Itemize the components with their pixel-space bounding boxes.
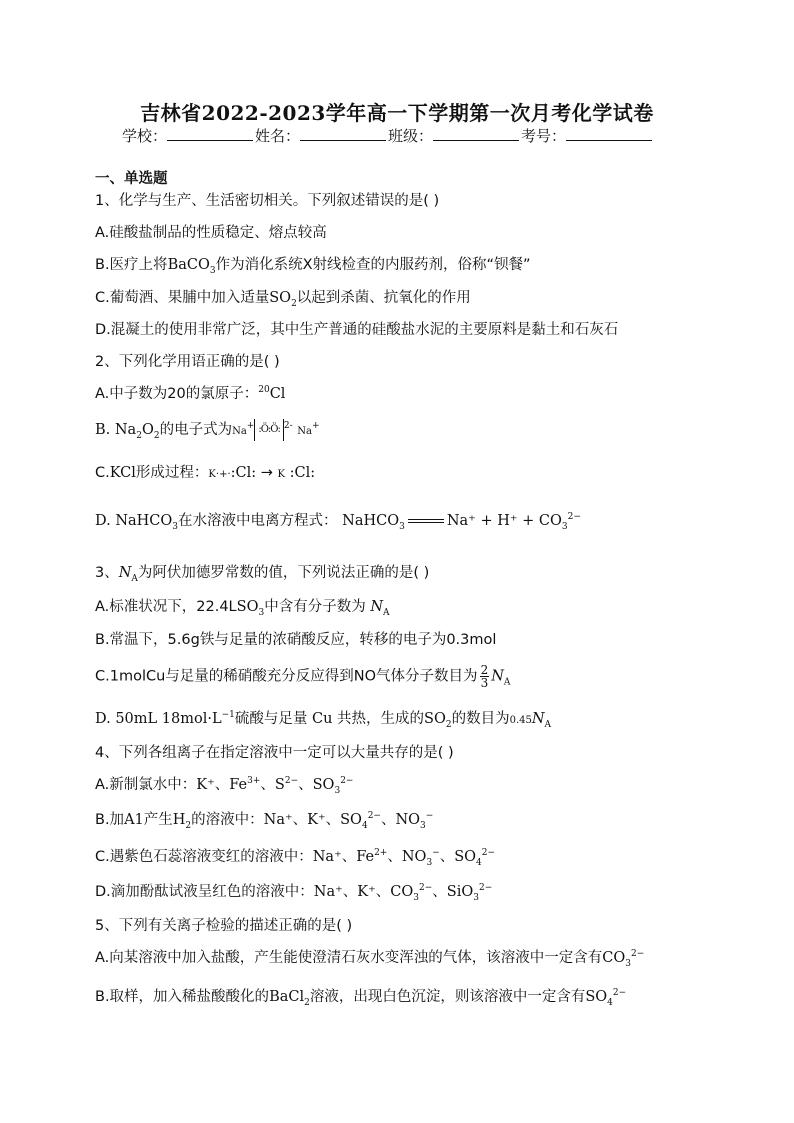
q3-option-b: B.常温下，5.6g铁与足量的浓硝酸反应，转移的电子为0.3mol bbox=[95, 632, 497, 648]
q2-c-left: K·+· bbox=[208, 469, 231, 480]
q2-d-lhs-sub: 3 bbox=[399, 521, 405, 532]
q3-d-mid2: 共热，生成的 bbox=[337, 711, 425, 727]
q4-a-mid2: 、SO bbox=[298, 777, 335, 793]
q5-b-pre: B.取样，加入稀盐酸酸化的 bbox=[95, 989, 270, 1005]
q2-a-element: Cl bbox=[269, 386, 286, 402]
q2-b-na-left: Na bbox=[232, 426, 247, 437]
q3-d-na: N bbox=[531, 711, 545, 727]
q3-na-sub: A bbox=[131, 573, 138, 584]
q3-c-numerator: 2 bbox=[480, 663, 489, 677]
q5-a-pre: A.向某溶液中加入盐酸，产生能使澄清石灰水变浑浊的气体，该溶液中一定含有 bbox=[95, 950, 603, 966]
q4-stem: 4、下列各组离子在指定溶液中一定可以大量共存的是( ) bbox=[95, 745, 454, 761]
q4-c-no: 、NO bbox=[387, 849, 427, 865]
q5-option-b bbox=[95, 985, 626, 1008]
q4-d-si: 、SiO bbox=[432, 884, 474, 900]
q2-c-post: 形成过程： bbox=[135, 465, 209, 481]
q2-b-bracket bbox=[254, 419, 284, 441]
q3-option-c bbox=[95, 664, 510, 689]
q1-b-post: 作为消化系统X射线检查的内服药剂，俗称“钡餐” bbox=[215, 257, 531, 273]
q3-d-cu: Cu bbox=[311, 711, 333, 727]
q3-d-sup: −1 bbox=[221, 710, 235, 721]
q2-c-pre: C. bbox=[95, 465, 110, 481]
q4-b-pre: B.加 bbox=[95, 812, 125, 828]
q2-option-d bbox=[95, 509, 581, 532]
q4-b-al: A1 bbox=[124, 812, 144, 828]
q5-b-ba-sub: 2 bbox=[304, 997, 310, 1008]
section-heading: 一、单选题 bbox=[95, 171, 168, 187]
q4-c-no-sup: − bbox=[432, 848, 440, 859]
q4-c-ions: Na⁺、Fe bbox=[312, 849, 375, 865]
q4-option-b bbox=[95, 808, 433, 831]
q2-b-electron-dots: :Ö:Ö: bbox=[258, 424, 280, 435]
q3-d-so: SO bbox=[424, 711, 446, 727]
q2-d-rhs-sub: 3 bbox=[561, 521, 568, 532]
name-blank[interactable] bbox=[300, 126, 386, 141]
q2-b-sub1: 2 bbox=[136, 430, 142, 441]
q3-d-mid: 硫酸与足量 bbox=[234, 711, 308, 727]
q2-option-b bbox=[95, 418, 320, 441]
q2-b-post: 的电子式为 bbox=[159, 422, 233, 438]
q1-option-d: D.混凝土的使用非常广泛，其中生产普通的硅酸盐水泥的主要原料是黏土和石灰石 bbox=[95, 322, 619, 338]
q2-b-charge: 2- bbox=[283, 421, 293, 432]
q1-option-b bbox=[95, 253, 531, 276]
q5-b-so-sup: 2− bbox=[612, 988, 627, 999]
q5-a-co: CO bbox=[602, 950, 626, 966]
number-label: 考号： bbox=[521, 127, 567, 145]
q4-option-a bbox=[95, 773, 353, 796]
q3-option-d bbox=[95, 707, 551, 730]
q3-c-pre: C.1molCu与足量的稀硝酸充分反应得到NO气体分子数目为 bbox=[95, 668, 478, 685]
q3-d-pre: D. 50mL 18mol·L bbox=[95, 711, 222, 727]
q2-c-cl2: Cl bbox=[294, 465, 311, 481]
q4-d-si-sub: 3 bbox=[473, 892, 479, 903]
q5-stem: 5、下列有关离子检验的描述正确的是( ) bbox=[95, 918, 353, 934]
q2-c-formula: KCl bbox=[109, 465, 136, 481]
q1-c-post: 以起到杀菌、抗氧化的作用 bbox=[296, 290, 471, 306]
q1-c-formula: SO bbox=[269, 290, 292, 306]
q2-c-right: K bbox=[277, 469, 286, 480]
q4-b-no-sup: − bbox=[425, 811, 434, 822]
q3-d-value: 0.45 bbox=[509, 715, 532, 726]
q4-b-no-sub: 3 bbox=[420, 820, 426, 831]
q2-b-plus-left: + bbox=[246, 421, 255, 432]
q3-a-formula: SO bbox=[236, 599, 259, 615]
q2-b-sub2: 2 bbox=[153, 430, 160, 441]
q4-c-no-sub: 3 bbox=[426, 857, 433, 868]
q4-option-c bbox=[95, 845, 495, 868]
q4-b-post: 的溶液中： bbox=[191, 812, 264, 828]
q5-b-so-sub: 4 bbox=[607, 997, 613, 1008]
q5-option-a bbox=[95, 946, 644, 969]
class-label: 班级： bbox=[388, 127, 434, 145]
q4-a-mid: 、S bbox=[260, 777, 285, 793]
q3-d-so-sub: 2 bbox=[445, 719, 452, 730]
q3-c-na: N bbox=[491, 668, 504, 685]
school-label: 学校： bbox=[122, 127, 168, 145]
q5-a-co-sub: 3 bbox=[625, 958, 631, 969]
q4-b-so-sup: 2− bbox=[367, 811, 381, 822]
q4-d-co-sub: 3 bbox=[413, 892, 419, 903]
q3-stem-post: 为阿伏加德罗常数的值，下列说法正确的是( ) bbox=[137, 565, 430, 581]
q1-b-pre: B.医疗上将 bbox=[95, 257, 168, 273]
q2-d-mid: 在水溶液中电离方程式： bbox=[178, 513, 338, 529]
q2-d-rhs-sup: 2− bbox=[567, 512, 581, 523]
q3-a-na: N bbox=[370, 599, 383, 615]
q5-a-co-sup: 2− bbox=[631, 949, 645, 960]
q2-c-colon3: : bbox=[289, 465, 295, 481]
q4-c-so-sup: 2− bbox=[481, 848, 496, 859]
q2-d-rhs: Na⁺ + H⁺ + CO bbox=[446, 513, 562, 529]
q2-d-equals-sign bbox=[408, 519, 444, 523]
q2-d-sub: 3 bbox=[172, 521, 179, 532]
q4-d-co-sup: 2− bbox=[418, 883, 433, 894]
q1-b-formula: BaCO bbox=[167, 257, 210, 273]
q4-d-ions: Na⁺、K⁺、CO bbox=[313, 884, 414, 900]
q3-stem-pre: 3、 bbox=[95, 565, 119, 581]
q2-c-colon1: : bbox=[230, 465, 236, 481]
q1-b-sub: 3 bbox=[209, 265, 216, 276]
q4-b-h: H bbox=[172, 812, 186, 828]
q2-c-colon2: : bbox=[251, 465, 257, 481]
q1-c-sub: 2 bbox=[291, 298, 297, 309]
q4-a-pre: A.新制氯水中： bbox=[95, 777, 197, 793]
q4-c-so: 、SO bbox=[439, 849, 477, 865]
q3-c-na-sub: A bbox=[503, 677, 511, 688]
q2-c-colon4: : bbox=[310, 465, 316, 481]
q4-a-so-sub: 3 bbox=[334, 785, 341, 796]
q4-option-d bbox=[95, 880, 492, 903]
q4-a-fe-sup: 3+ bbox=[247, 776, 261, 787]
q2-b-o: O bbox=[141, 422, 154, 438]
q4-b-h-sub: 2 bbox=[185, 820, 192, 831]
q3-a-pre: A.标准状况下，22.4L bbox=[95, 599, 237, 615]
number-blank[interactable] bbox=[566, 126, 652, 141]
q2-a-pre: A.中子数为20的氯原子： bbox=[95, 386, 259, 402]
q2-option-a bbox=[95, 382, 285, 403]
q3-a-sub: 3 bbox=[258, 607, 265, 618]
q3-a-post: 中含有分子数为 bbox=[264, 599, 366, 615]
name-label: 姓名： bbox=[255, 127, 301, 145]
q4-c-so-sub: 4 bbox=[476, 857, 482, 868]
q5-b-so: SO bbox=[585, 989, 608, 1005]
q2-d-lhs: NaHCO bbox=[342, 513, 400, 529]
page-title: 吉林省2022-2023学年高一下学期第一次月考化学试卷 bbox=[140, 101, 654, 125]
class-blank[interactable] bbox=[433, 126, 519, 141]
q4-a-so-sup: 2− bbox=[340, 776, 354, 787]
q4-b-so-sub: 4 bbox=[361, 820, 368, 831]
q4-b-no: 、NO bbox=[380, 812, 421, 828]
q3-d-na-sub: A bbox=[544, 719, 552, 730]
q4-c-pre: C.遇紫色石蕊溶液变红的溶液中： bbox=[95, 849, 313, 865]
q4-a-s-sup: 2− bbox=[284, 776, 299, 787]
q2-c-cl1: Cl bbox=[235, 465, 252, 481]
q3-a-na-sub: A bbox=[383, 607, 390, 618]
q2-d-pre: D. NaHCO bbox=[95, 513, 173, 529]
q2-a-sup: 20 bbox=[258, 385, 270, 396]
q4-d-si-sup: 2− bbox=[478, 883, 493, 894]
q2-stem: 2、下列化学用语正确的是( ) bbox=[95, 354, 280, 370]
q3-option-a bbox=[95, 595, 390, 618]
q5-b-post: 溶液，出现白色沉淀，则该溶液中一定含有 bbox=[309, 989, 586, 1005]
q1-option-c bbox=[95, 286, 471, 309]
q4-a-ions: K⁺、Fe bbox=[196, 777, 248, 793]
q4-b-ions: Na⁺、K⁺、SO bbox=[263, 812, 362, 828]
q3-na: N bbox=[118, 565, 132, 581]
q2-c-arrow: → bbox=[260, 465, 273, 481]
student-info-fields bbox=[122, 125, 654, 146]
q2-option-c bbox=[95, 461, 315, 482]
q5-b-ba: BaCl bbox=[269, 989, 305, 1005]
q4-c-fe-sup: 2+ bbox=[374, 848, 388, 859]
school-blank[interactable] bbox=[167, 126, 253, 141]
q2-b-na-right: Na bbox=[297, 426, 312, 437]
q2-b-pre: B. Na bbox=[95, 422, 137, 438]
q2-b-plus-right: + bbox=[311, 421, 320, 432]
q4-b-mid: 产生 bbox=[143, 812, 173, 828]
q1-c-pre: C.葡萄酒、果脯中加入适量 bbox=[95, 290, 270, 306]
q4-d-pre: D.滴加酚酞试液呈红色的溶液中： bbox=[95, 884, 314, 900]
q3-c-denominator: 3 bbox=[480, 676, 489, 690]
q1-option-a: A.硅酸盐制品的性质稳定、熔点较高 bbox=[95, 225, 327, 241]
q3-stem bbox=[95, 561, 429, 584]
q3-d-post: 的数目为 bbox=[451, 711, 510, 727]
q3-c-fraction bbox=[480, 664, 490, 689]
q1-stem: 1、化学与生产、生活密切相关。下列叙述错误的是( ) bbox=[95, 193, 440, 209]
